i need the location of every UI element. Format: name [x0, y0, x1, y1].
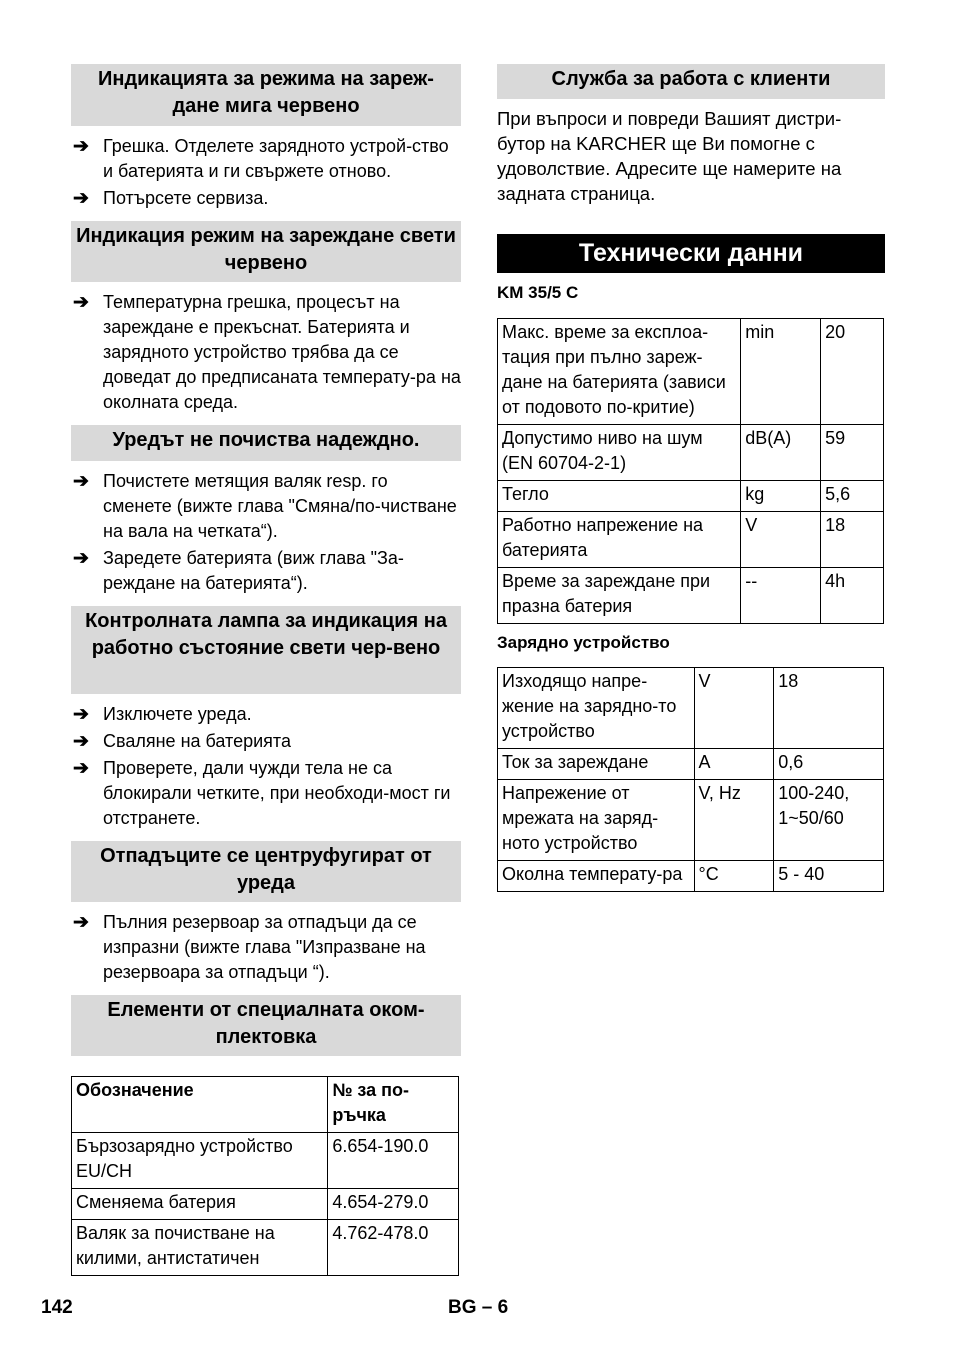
section-heading: Контролната лампа за индикация на работно състояние свети чер-вено [71, 606, 461, 694]
table-cell: min [741, 319, 821, 425]
language-page-label: BG – 6 [448, 1297, 509, 1318]
table-cell: Тегло [498, 481, 741, 512]
table-cell: 20 [821, 319, 884, 425]
list-item: ➔ Температурна грешка, процесът на зареждане е прекъснат. Батерията и зарядното устройство трябва да се доведат до предписаната температу-ра на околната среда. [73, 292, 461, 412]
table-cell: -- [741, 568, 821, 624]
section-heading: Уредът не почиства надеждно. [71, 425, 461, 461]
table-row [498, 668, 884, 749]
bullet-list [71, 134, 461, 211]
table-cell: Бързозарядно устройство EU/CH [72, 1133, 328, 1189]
table-row [498, 749, 884, 780]
column-header: Обозначение [72, 1077, 328, 1133]
table-cell: Напрежение от мрежата на заряд-ното устройство [498, 780, 695, 861]
table-cell: Работно напрежение на батерията [498, 512, 741, 568]
arrow-icon: ➔ [73, 548, 89, 569]
left-column [71, 64, 461, 1276]
table-cell: V [694, 668, 774, 749]
list-item: ➔ Сваляне на батерията [73, 731, 291, 752]
list-item: ➔ Проверете, дали чужди тела не са блокирали четките, при необходи-мост ги отстранете. [73, 758, 451, 828]
table-cell: Макс. време за експлоа-тация при пълно зареж-дане на батерията (зависи от подовото по-критие) [498, 319, 741, 425]
table-cell: 6.654-190.0 [328, 1133, 459, 1189]
table-row [498, 861, 884, 892]
table-row [498, 481, 884, 512]
page-number: 142 [41, 1297, 73, 1318]
table-cell: Сменяема батерия [72, 1189, 328, 1220]
table-cell: 5,6 [821, 481, 884, 512]
section-heading: Индикация режим на зареждане свети червено [71, 221, 461, 282]
list-item: ➔ Потърсете сервиза. [73, 188, 269, 209]
table-row [72, 1189, 459, 1220]
table-cell: V [741, 512, 821, 568]
bullet-list [71, 469, 461, 596]
table-row [498, 512, 884, 568]
table-header-row [72, 1077, 459, 1133]
arrow-icon: ➔ [73, 471, 89, 492]
arrow-icon: ➔ [73, 136, 89, 157]
section-heading: Елементи от специалната оком-плектовка [71, 995, 461, 1056]
table-cell: 5 - 40 [774, 861, 884, 892]
table-cell: kg [741, 481, 821, 512]
table-cell: V, Hz [694, 780, 774, 861]
table-cell: 4.762-478.0 [328, 1220, 459, 1276]
arrow-icon: ➔ [73, 912, 89, 933]
charger-subheading: Зарядно устройство [497, 633, 670, 652]
tech-data-table [497, 318, 884, 624]
table-cell: 4h [821, 568, 884, 624]
tech-data-title: Технически данни [497, 234, 885, 273]
table-cell: Време за зареждане при празна батерия [498, 568, 741, 624]
table-cell: 18 [821, 512, 884, 568]
table-cell: Ток за зареждане [498, 749, 695, 780]
section-heading: Индикацията за режима на зареж-дане мига червено [71, 64, 461, 126]
table-row [72, 1220, 459, 1276]
table-cell: Изходящо напре-жение на зарядно-то устройство [498, 668, 695, 749]
bullet-list [71, 910, 461, 985]
column-header: № за по-ръчка [328, 1077, 459, 1133]
table-cell: °C [694, 861, 774, 892]
table-cell: 100-240, 1~50/60 [774, 780, 884, 861]
right-column [497, 64, 885, 892]
accessories-table [71, 1076, 459, 1276]
arrow-icon: ➔ [73, 731, 89, 752]
model-name: KM 35/5 C [497, 283, 579, 302]
table-row [498, 425, 884, 481]
table-row [498, 780, 884, 861]
table-cell: dB(A) [741, 425, 821, 481]
table-cell: 4.654-279.0 [328, 1189, 459, 1220]
list-item: ➔ Пълния резервоар за отпадъци да се изпразни (вижте глава "Изпразване на резервоара за отпадъци “). [73, 912, 426, 982]
arrow-icon: ➔ [73, 188, 89, 209]
charger-table [497, 667, 884, 892]
table-cell: 0,6 [774, 749, 884, 780]
bullet-list [71, 702, 461, 831]
arrow-icon: ➔ [73, 758, 89, 779]
table-row [498, 319, 884, 425]
list-item: ➔ Изключете уреда. [73, 704, 252, 725]
table-cell: A [694, 749, 774, 780]
section-heading: Служба за работа с клиенти [497, 64, 885, 99]
table-cell: 59 [821, 425, 884, 481]
table-cell: Околна температу-ра [498, 861, 695, 892]
list-item: ➔ Почистете метящия валяк resp. го сменете (вижте глава "Смяна/по-чистване на вала на четката“). [73, 471, 457, 541]
table-cell: Допустимо ниво на шум (EN 60704-2-1) [498, 425, 741, 481]
list-item: ➔ Грешка. Отделете зарядното устрой-ство и батерията и ги свържете отново. [73, 136, 449, 181]
arrow-icon: ➔ [73, 292, 89, 313]
table-cell: 18 [774, 668, 884, 749]
table-cell: Валяк за почистване на килими, антистатичен [72, 1220, 328, 1276]
service-text: При въпроси и повреди Вашият дистри-бутор на KARCHER ще Ви помогне с удоволствие. Адресите ще намерите на задната страница. [497, 108, 842, 204]
table-row [498, 568, 884, 624]
table-row [72, 1133, 459, 1189]
bullet-list [71, 290, 461, 415]
section-heading: Отпадъците се центруфугират от уреда [71, 841, 461, 902]
arrow-icon: ➔ [73, 704, 89, 725]
list-item: ➔ Заредете батерията (виж глава "За-реждане на батерията“). [73, 548, 404, 593]
